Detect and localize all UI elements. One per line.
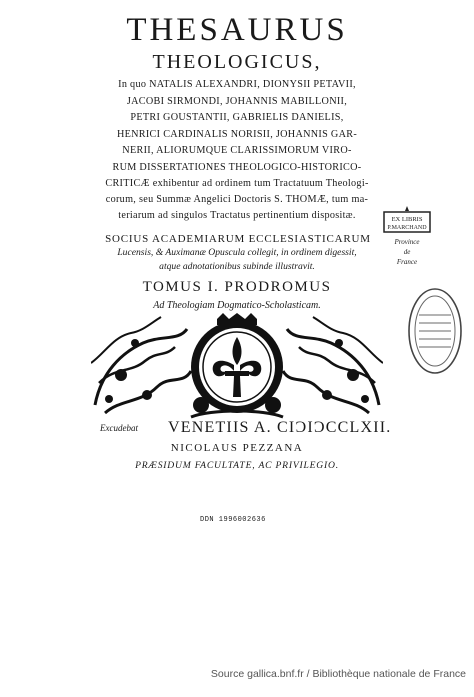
body-line: CRITICÆ exhibentur ad ordinem tum Tractatuum Theologi- — [105, 178, 369, 189]
body-line: HENRICI CARDINALIS NORISII, JOHANNIS GAR- — [116, 129, 358, 140]
ex-libris-line2: P.MARCHAND — [387, 225, 427, 231]
ex-libris-line1: EX LIBRIS — [391, 216, 423, 223]
socius-line: Lucensis, & Auximanæ Opuscula collegit, in ordinem digessit, — [117, 247, 357, 258]
ex-libris-line4: de — [403, 248, 411, 256]
body-line: RUM DISSERTATIONES THEOLOGICO-HISTORICO- — [112, 162, 362, 173]
library-stamp-icon — [405, 285, 465, 377]
ex-libris-line3: Province — [394, 238, 420, 246]
body-line: corum, seu Summæ Angelici Doctoris S. THOMÆ, tum ma- — [105, 194, 369, 205]
socius-heading: SOCIUS ACADEMIARUM ECCLESIASTICARUM — [105, 233, 371, 245]
ex-libris-line5: France — [396, 258, 418, 266]
volume-subheading: Ad Theologiam Dogmatico-Scholasticam. — [153, 300, 321, 311]
ex-libris-stamp — [378, 204, 436, 272]
book-subtitle: THEOLOGICUS, — [152, 51, 322, 73]
source-footer: Source gallica.bnf.fr / Bibliothèque nationale de France — [210, 668, 466, 680]
imprint-place-date: VENETIIS A. CIƆIƆCCLXII. — [168, 419, 392, 436]
printer-name: NICOLAUS PEZZANA — [170, 442, 304, 454]
excudebat-text: Excudebat — [100, 423, 138, 433]
body-line: NERII, ALIORUMQUE CLARISSIMORUM VIRO- — [122, 145, 352, 156]
book-title: THESAURUS — [126, 12, 348, 48]
catalog-number: DDN 1996002636 — [200, 516, 266, 524]
body-line: In quo NATALIS ALEXANDRI, DIONYSII PETAVII, — [118, 79, 356, 90]
body-line: PETRI GOUSTANTII, GABRIELIS DANIELIS, — [130, 112, 344, 123]
body-line: JACOBI SIRMONDI, JOHANNIS MABILLONII, — [126, 96, 348, 107]
fleur-de-lis-ornament-icon — [91, 313, 383, 419]
privilege-line: PRÆSIDUM FACULTATE, AC PRIVILEGIO. — [135, 460, 339, 471]
socius-line: atque adnotationibus subinde illustravit. — [159, 261, 315, 272]
body-line: teriarum ad singulos Tractatus pertinentium dispositæ. — [118, 210, 356, 221]
volume-heading: TOMUS I. PRODROMUS — [142, 279, 332, 295]
